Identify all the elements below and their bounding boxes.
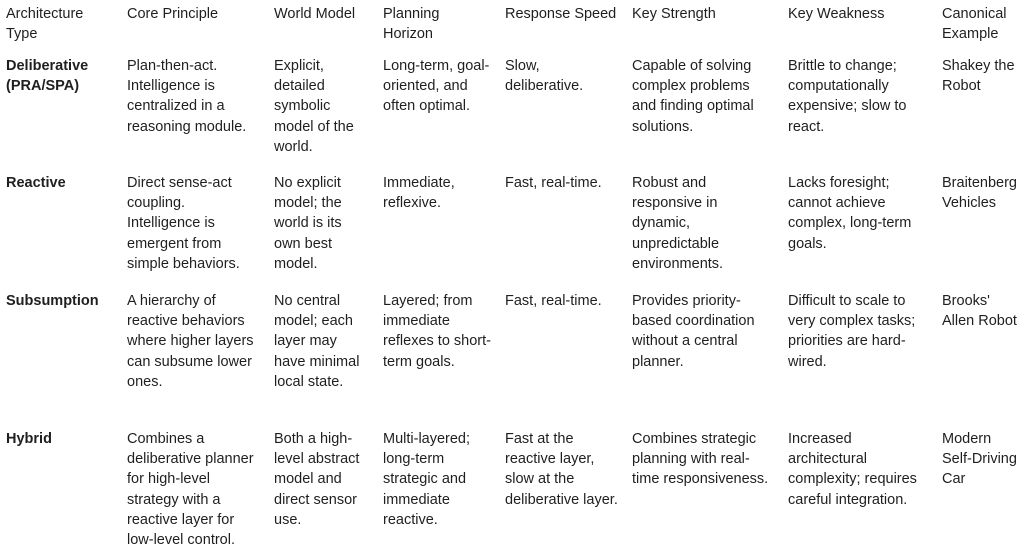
- cell-architecture-type: Deliberative (PRA/SPA): [6, 58, 89, 95]
- header-response-speed: Response Speed: [505, 6, 617, 22]
- cell-response-speed: Fast at the reactive layer, slow at the deliberative layer.: [505, 431, 618, 508]
- cell-canonical-example: Shakey the Robot: [942, 58, 1015, 95]
- cell-response-speed: Fast, real-time.: [505, 175, 602, 191]
- cell-key-strength: Robust and responsive in dynamic, unpredictable environments.: [632, 175, 724, 272]
- cell-core-principle: Plan-then-act. Intelligence is centralized in a reasoning module.: [127, 58, 247, 135]
- cell-core-principle: A hierarchy of reactive behaviors where higher layers can subsume lower ones.: [127, 293, 254, 390]
- cell-core-principle: Combines a deliberative planner for high-level strategy with a reactive layer for low-level control.: [127, 431, 254, 549]
- table-row: [0, 56, 1024, 173]
- header-row: [0, 0, 1024, 56]
- cell-architecture-type: Subsumption: [6, 293, 99, 309]
- header-canonical-example: Canonical Example: [942, 6, 1007, 43]
- header-architecture-type: Architecture Type: [6, 6, 84, 43]
- cell-key-weakness: Increased architectural complexity; requires careful integration.: [788, 431, 917, 508]
- cell-key-strength: Provides priority-based coordination without a central planner.: [632, 293, 755, 370]
- cell-key-strength: Capable of solving complex problems and finding optimal solutions.: [632, 58, 754, 135]
- header-key-weakness: Key Weakness: [788, 6, 885, 22]
- cell-world-model: No central model; each layer may have minimal local state.: [274, 293, 360, 390]
- cell-key-strength: Combines strategic planning with real-time responsiveness.: [632, 431, 769, 488]
- header-world-model: World Model: [274, 6, 356, 22]
- cell-canonical-example: Modern Self-Driving Car: [942, 431, 1017, 488]
- table-row: [0, 429, 1024, 555]
- cell-world-model: Explicit, detailed symbolic model of the world.: [274, 58, 354, 155]
- header-planning-horizon: Planning Horizon: [383, 6, 440, 43]
- table-row: [0, 291, 1024, 429]
- cell-response-speed: Slow, deliberative.: [505, 58, 584, 95]
- table-header: [0, 0, 1024, 56]
- header-key-strength: Key Strength: [632, 6, 716, 22]
- cell-planning-horizon: Multi-layered; long-term strategic and immediate reactive.: [383, 431, 471, 528]
- table-row: [0, 173, 1024, 291]
- cell-response-speed: Fast, real-time.: [505, 293, 602, 309]
- cell-key-weakness: Brittle to change; computationally expensive; slow to react.: [788, 58, 907, 135]
- cell-planning-horizon: Immediate, reflexive.: [383, 175, 455, 212]
- cell-architecture-type: Hybrid: [6, 431, 52, 447]
- cell-canonical-example: Braitenberg Vehicles: [942, 175, 1017, 212]
- cell-architecture-type: Reactive: [6, 175, 66, 191]
- cell-key-weakness: Lacks foresight; cannot achieve complex, long-term goals.: [788, 175, 912, 252]
- cell-world-model: Both a high-level abstract model and direct sensor use.: [274, 431, 360, 528]
- cell-core-principle: Direct sense-act coupling. Intelligence is emergent from simple behaviors.: [127, 175, 240, 272]
- cell-key-weakness: Difficult to scale to very complex tasks; priorities are hard-wired.: [788, 293, 916, 370]
- table-body: [0, 56, 1024, 555]
- cell-planning-horizon: Layered; from immediate reflexes to short-term goals.: [383, 293, 491, 370]
- cell-world-model: No explicit model; the world is its own best model.: [274, 175, 342, 272]
- header-core-principle: Core Principle: [127, 6, 219, 22]
- cell-planning-horizon: Long-term, goal-oriented, and often optimal.: [383, 58, 490, 115]
- cell-canonical-example: Brooks' Allen Robot: [942, 293, 1017, 330]
